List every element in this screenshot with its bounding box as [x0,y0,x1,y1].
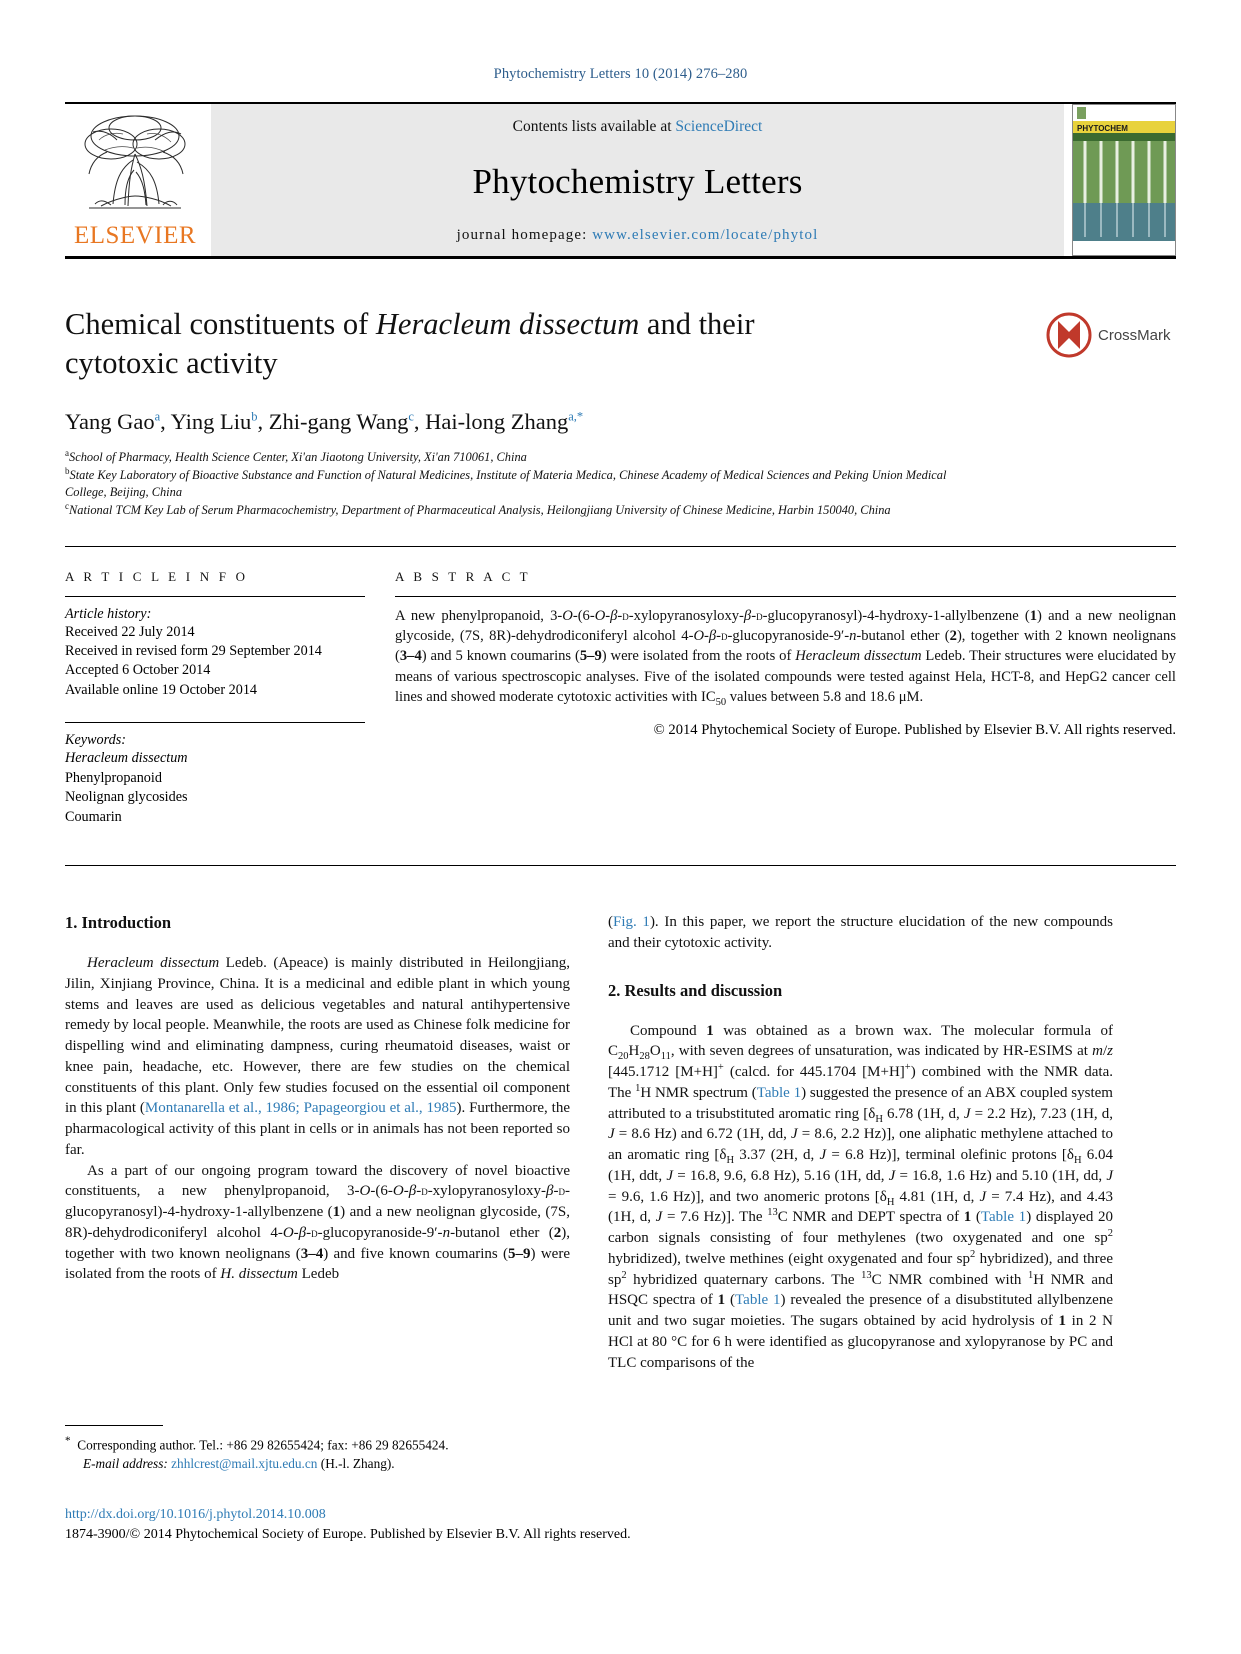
abstract-bottom-rule [65,865,1176,866]
abstract-rule [395,596,1176,597]
page-footer [65,1505,1065,1546]
crossmark-icon [1046,312,1092,358]
body-columns [65,912,1176,1373]
sciencedirect-link[interactable]: ScienceDirect [675,118,763,135]
affiliations-list [65,449,965,519]
citation-link[interactable]: Montanarella et al., 1986; Papageorgiou et al., 1985 [144,1100,457,1117]
author-sep: , [257,409,269,435]
journal-masthead [65,102,1176,256]
results-paragraph-1: Compound 1 was obtained as a brown wax. The molecular formula of $C_{20}H_{28}O_{11}$, with seven degrees of unsaturation, was indicated by HR-ESIMS at m/z [445.1712 [M+H]+ (calcd. for 445.1704 [M+H]+) combined with the NMR data. The $^1$H NMR spectrum (Table 1) suggested the presence of an ABX coupled system attributed to a trisubstituted aromatic ring [$\delta_H$ 6.78 (1H, d, J = 2.2 Hz), 7.23 (1H, d, J = 8.6 Hz) and 6.72 (1H, dd, J = 8.6, 2.2 Hz)], one aliphatic methylene attached to an aromatic ring [$\delta_H$ 3.37 (2H, d, J = 6.8 Hz)], terminal olefinic protons [$\delta_H$ 6.04 (1H, ddt, J = 16.8, 9.6, 6.8 Hz), 5.16 (1H, dd, J = 16.8, 1.6 Hz) and 5.10 (1H, dd, J = 9.6, 1.6 Hz)], and two anomeric protons [$\delta_H$ 4.81 (1H, d, J = 7.4 Hz), and 4.43 (1H, d, J = 7.6 Hz)]. The $^{13}$C NMR and DEPT spectra of 1 (Table 1) displayed 20 carbon signals consisting of four methylenes (two oxygenated and one $sp^2$ hybridized), twelve methines (eight oxygenated and four $sp^2$ hybridized), and three $sp^2$ hybridized quaternary carbons. The $^{13}$C NMR combined with $^1$H NMR and HSQC spectra of 1 (Table 1) revealed the presence of a disubstituted allylbenzene unit and two sugar moieties. The sugars obtained by acid hydrolysis of 1 in 2 N HCl at 80 °C for 6 h were identified as glucopyranose and xylopyranose by PC and TLC comparisons of the [608,1022,1114,1371]
body-column-left [65,912,570,1373]
title-part-2: and their [639,307,755,341]
title-line-2: cytotoxic activity [65,346,278,381]
journal-cover-thumbnail [1072,104,1176,256]
author-name: Zhi-gang Wang [268,409,409,435]
footnote-line-2 [65,1455,570,1473]
corresponding-author-footnote [65,1425,570,1473]
abstract-copyright: © 2014 Phytochemical Society of Europe. Published by Elsevier B.V. All rights reserved. [653,721,1176,738]
title-species: Heracleum dissectum [375,307,640,341]
affiliation-text: National TCM Key Lab of Serum Pharmacochemistry, Department of Pharmaceutical Analysis, Heilongjiang University of Chinese Medicine, Harbin 150040, China [69,502,891,517]
intro-paragraph-1: Heracleum dissectum Ledeb. (Apeace) is mainly distributed in Heilongjiang, Jilin, Xinjiang Province, China. It is a medicinal and edible plant in which young stems and leaves are used as delicious vegetables and natural antihypertensive remedy by local people. Meanwhile, the roots are used as Chinese folk medicine for dispelling wind and eliminating dampness, curing rheumatoid diseases, waist or knee pain, headache, etc. However, there are few studies on the chemical constituents of this plant. Only few studies focused on the essential oil component in this plant (Montanarella et al., 1986; Papageorgiou et al., 1985). Furthermore, the pharmacological activity of this plant in cells or in animals has not been reported so far. [65,954,570,1158]
info-abstract-block [65,547,1176,828]
doi-link[interactable]: http://dx.doi.org/10.1016/j.phytol.2014.10.008 [65,1507,326,1522]
keywords-rule [65,722,365,723]
article-info-heading: A R T I C L E I N F O [65,568,249,584]
author-name: Ying Liu [170,409,252,435]
issn-copyright-line: 1874-3900/© 2014 Phytochemical Society of Europe. Published by Elsevier B.V. All rights reserved. [65,1527,631,1543]
table-reference-link[interactable]: Table 1 [756,1084,802,1101]
author-name: Hai-long Zhang [425,409,569,435]
crossmark-label: CrossMark [1098,326,1171,344]
masthead-bottom-rule [65,256,1176,259]
email-label: E-mail address: [83,1455,168,1471]
abstract-body: A new phenylpropanoid, 3-O-(6-O-β-d-xylopyranosyloxy-β-d-glucopyranosyl)-4-hydroxy-1-allylbenzene (1) and a new neolignan glycoside, (7S, 8R)-dehydrodiconiferyl alcohol 4-O-β-d-glucopyranoside-9′-n-butanol ether (2), together with 2 known neolignans (3–4) and 5 known coumarins (5–9) were isolated from the roots of Heracleum dissectum Ledeb. Their structures were elucidated by means of various spectroscopic analyses. Five of the isolated compounds were tested against Hela, HCT-8, and HepG2 cancer cell lines and showed moderate cytotoxic activities with $IC_{50}$ values between 5.8 and 18.6 μM. [395,607,1176,709]
email-link[interactable]: zhhlcrest@mail.xjtu.edu.cn [171,1455,318,1471]
section-heading-introduction: 1. Introduction [65,913,172,933]
abstract-column [365,547,1176,828]
elsevier-tree-icon [71,110,199,222]
footnote-star-mark: * [65,1435,71,1447]
section-heading-results: 2. Results and discussion [608,980,783,1000]
history-accepted: Accepted 6 October 2014 [65,662,211,679]
affiliation-text: School of Pharmacy, Health Science Center, Xi'an Jiaotong University, Xi'an 710061, China [69,450,527,465]
body-column-right [608,912,1113,1373]
journal-homepage-link[interactable]: www.elsevier.com/locate/phytol [592,227,819,243]
history-revised: Received in revised form 29 September 2014 [65,642,322,659]
author-item [171,409,258,434]
svg-text:PHYTOCHEM: PHYTOCHEM [1077,124,1128,133]
contents-prefix: Contents lists available at [512,118,676,135]
history-online: Available online 19 October 2014 [65,681,258,698]
contents-available-line [513,118,763,136]
affiliation-item [65,502,965,520]
article-history-label: Article history: [65,605,152,622]
journal-title: Phytochemistry Letters [472,161,803,201]
crossmark-badge[interactable] [1046,307,1176,363]
affiliation-item [65,467,965,502]
author-item [269,409,414,434]
running-head: Phytochemistry Letters 10 (2014) 276–280 [493,66,748,82]
masthead-center [211,104,1064,256]
affiliation-text: State Key Laboratory of Bioactive Substance and Function of Natural Medicines, Institute of Materia Medica, Chinese Academy of Medical Sciences and Peking Union Medical College, Beijing, China [65,467,947,500]
title-part-1: Chemical constituents of [65,307,376,341]
figure-reference-link[interactable]: Fig. 1 [613,914,650,931]
history-received: Received 22 July 2014 [65,623,195,640]
table-reference-link[interactable]: Table 1 [980,1209,1027,1226]
keyword-item: Heracleum dissectum [65,750,188,767]
article-info-rule [65,596,365,597]
author-item [425,409,583,434]
affiliation-mark: a [65,447,69,458]
keyword-item: Neolignan glycosides [65,789,188,806]
author-name: Yang Gao [65,409,155,435]
keyword-item: Coumarin [65,808,122,825]
author-affil-mark[interactable]: c [408,409,414,424]
email-owner: (H.-l. Zhang). [320,1455,395,1471]
homepage-prefix: journal homepage: [456,227,593,243]
author-sep: , [160,409,171,435]
elsevier-wordmark: ELSEVIER [73,222,197,249]
affiliation-mark: c [65,500,69,511]
keywords-label: Keywords: [65,732,126,749]
author-sep: , [413,409,426,435]
journal-homepage-line [457,227,819,244]
affiliation-item [65,449,965,467]
footnote-rule [65,1425,163,1426]
affiliation-mark: b [65,465,70,476]
author-affil-mark[interactable]: a [154,409,161,424]
table-reference-link[interactable]: Table 1 [735,1292,781,1309]
title-block [65,305,1176,383]
author-affil-mark[interactable]: a,* [568,409,584,424]
author-affil-mark[interactable]: b [251,409,258,424]
cover-art [1073,105,1175,255]
article-info-column [65,547,365,828]
page-title [65,305,865,383]
elsevier-logo [65,104,205,256]
footnote-line-1 [65,1434,570,1455]
abstract-heading: A B S T R A C T [395,568,531,584]
author-item [65,409,160,434]
corresponding-author-text: Corresponding author. Tel.: +86 29 82655424; fax: +86 29 82655424. [77,1437,449,1453]
keyword-item: Phenylpropanoid [65,769,162,786]
author-list [65,409,1176,435]
intro-paragraph-2: As a part of our ongoing program toward the discovery of novel bioactive constituents, a new phenylpropanoid, 3-O-(6-O-β-d-xylopyranosyloxy-β-d-glucopyranosyl)-4-hydroxy-1-allylbenzene (1) and a new neolignan glycoside, (7S, 8R)-dehydrodiconiferyl alcohol 4-O-β-d-glucopyranoside-9′-n-butanol ether (2), together with two known neolignans (3–4) and five known coumarins (5–9) were isolated from the roots of H. dissectum Ledeb [65,1162,570,1283]
intro-continuation: (Fig. 1). In this paper, we report the structure elucidation of the new compounds and their cytotoxic activity. [608,914,1113,951]
